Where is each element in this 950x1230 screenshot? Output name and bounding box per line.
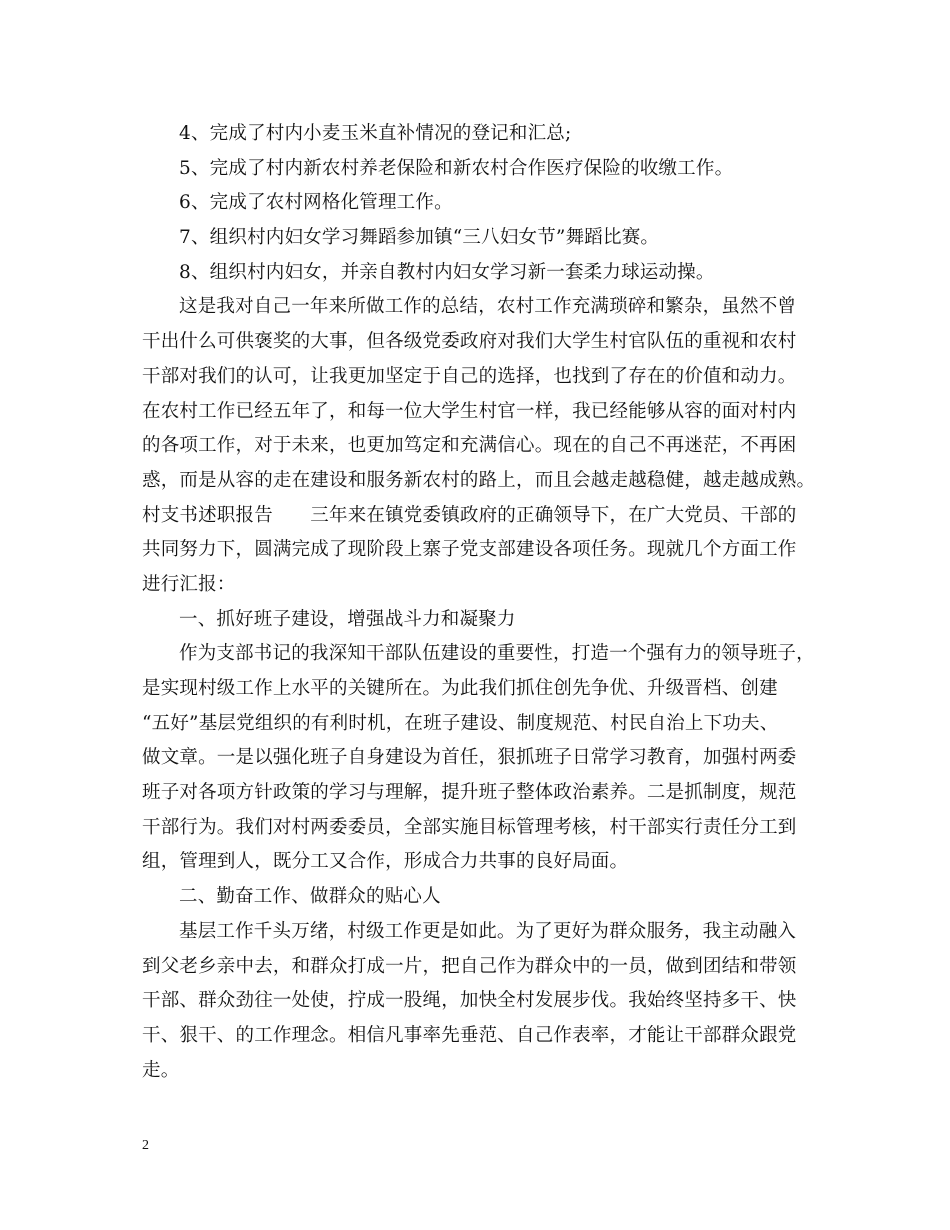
paragraph-line: 到父老乡亲中去，和群众打成一片，把自己作为群众中的一员，做到团结和带领 xyxy=(142,955,797,977)
paragraph-line: 班子对各项方针政策的学习与理解，提升班子整体政治素养。二是抓制度，规范 xyxy=(142,782,797,804)
section-heading: 二、勤奋工作、做群众的贴心人 xyxy=(179,886,441,908)
paragraph-line: 进行汇报： xyxy=(142,573,236,595)
paragraph-line: 干、狠干、的工作理念。相信凡事率先垂范、自己作表率，才能让干部群众跟党 xyxy=(142,1024,797,1046)
list-item: 4、完成了村内小麦玉米直补情况的登记和汇总; xyxy=(179,123,572,144)
document-body xyxy=(142,117,822,1088)
paragraph-line: 作为支部书记的我深知干部队伍建设的重要性，打造一个强有力的领导班子， xyxy=(179,643,815,665)
paragraph-line: 干部对我们的认可，让我更加坚定于自己的选择，也找到了存在的价值和动力。 xyxy=(142,365,797,387)
paragraph-line: 干部、群众劲往一处使，拧成一股绳，加快全村发展步伐。我始终坚持多干、快 xyxy=(142,990,797,1012)
paragraph-line: 组，管理到人，既分工又合作，形成合力共事的良好局面。 xyxy=(142,851,629,873)
list-item: 6、完成了农村网格化管理工作。 xyxy=(179,192,453,214)
section-heading: 一、抓好班子建设，增强战斗力和凝聚力 xyxy=(179,608,516,630)
paragraph-line: 共同努力下，圆满完成了现阶段上寨子党支部建设各项任务。现就几个方面工作 xyxy=(142,539,797,561)
paragraph-line: 惑，而是从容的走在建设和服务新农村的路上，而且会越走越稳健，越走越成熟。 xyxy=(142,469,816,491)
list-item: 8、组织村内妇女，并亲自教村内妇女学习新一套柔力球运动操。 xyxy=(179,261,715,283)
paragraph-line: 在农村工作已经五年了，和每一位大学生村官一样，我已经能够从容的面对村内 xyxy=(142,400,797,422)
paragraph-line: 干出什么可供褒奖的大事，但各级党委政府对我们大学生村官队伍的重视和农村 xyxy=(142,331,797,353)
paragraph-line: 是实现村级工作上水平的关键所在。为此我们抓住创先争优、升级晋档、创建 xyxy=(142,678,778,699)
paragraph-line: 村支书述职报告 三年来在镇党委镇政府的正确领导下，在广大党员、干部的 xyxy=(142,504,797,526)
page-number: 2 xyxy=(142,1138,149,1153)
list-item: 7、组织村内妇女学习舞蹈参加镇“三八妇女节”舞蹈比赛。 xyxy=(179,227,660,249)
paragraph-line: 这是我对自己一年来所做工作的总结，农村工作充满琐碎和繁杂，虽然不曾 xyxy=(179,296,797,318)
paragraph-line: “五好”基层党组织的有利时机，在班子建设、制度规范、村民自治上下功夫、 xyxy=(142,712,779,734)
paragraph-line: 走。 xyxy=(142,1059,180,1081)
paragraph-line: 基层工作千头万绪，村级工作更是如此。为了更好为群众服务，我主动融入 xyxy=(179,920,797,942)
paragraph-line: 干部行为。我们对村两委委员，全部实施目标管理考核，村干部实行责任分工到 xyxy=(142,816,797,838)
paragraph-line: 做文章。一是以强化班子自身建设为首任，狠抓班子日常学习教育，加强村两委 xyxy=(142,747,797,769)
paragraph-line: 的各项工作，对于未来，也更加笃定和充满信心。现在的自己不再迷茫，不再困 xyxy=(142,435,797,457)
list-item: 5、完成了村内新农村养老保险和新农村合作医疗保险的收缴工作。 xyxy=(179,157,734,179)
